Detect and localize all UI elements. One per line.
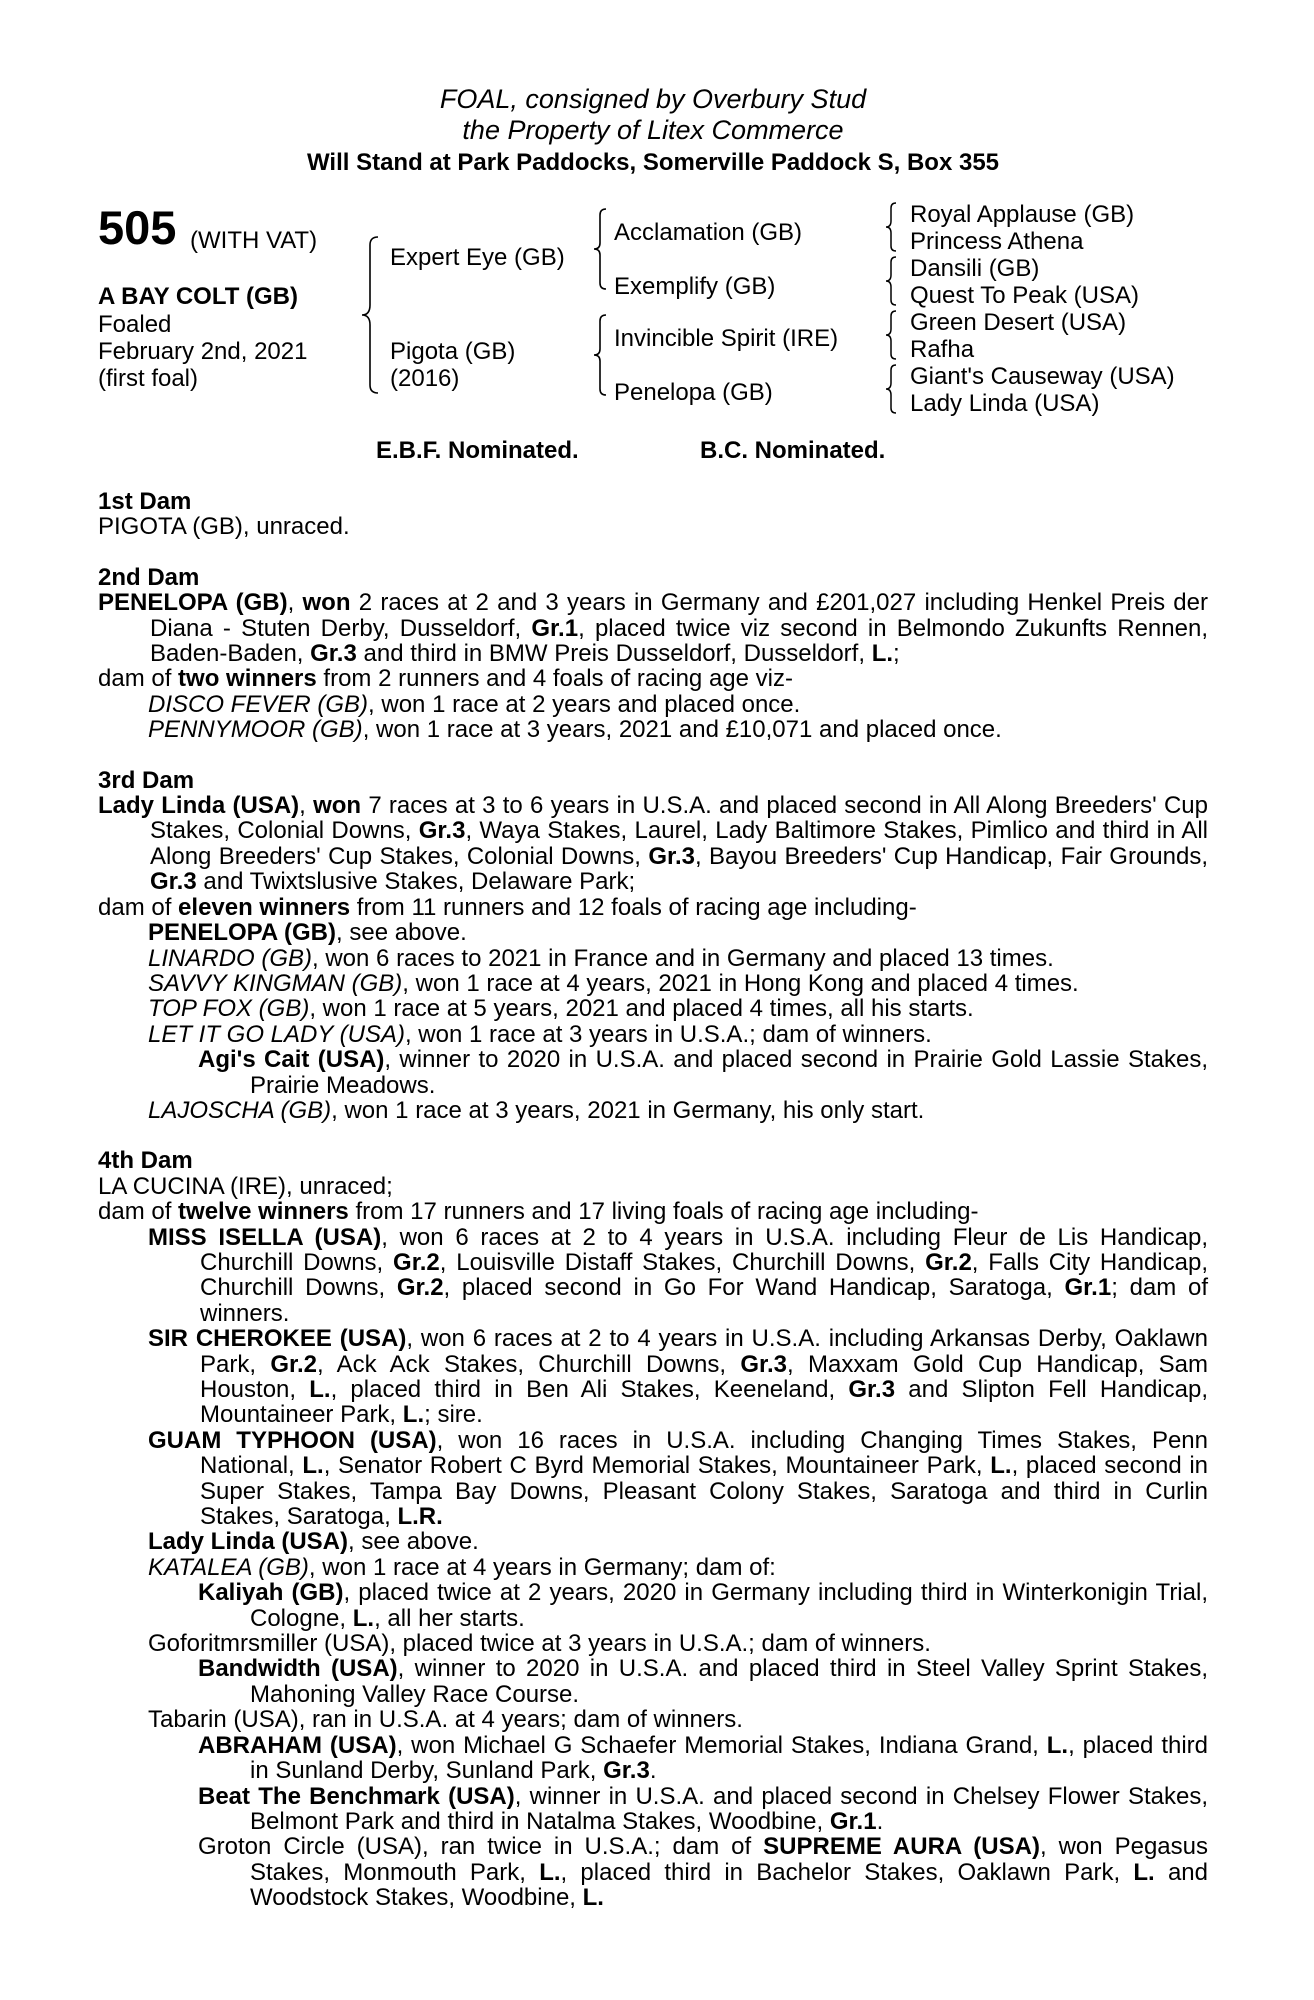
produce-entry: SAVVY KINGMAN (GB), won 1 race at 4 years, 2021 in Hong Kong and placed 4 times.: [148, 969, 1079, 997]
third-dam-section: [98, 768, 1208, 1124]
dam-year: (2016): [390, 365, 460, 392]
produce-entry: MISS ISELLA (USA), won 6 races at 2 to 4 years in U.S.A. including Fleur de Lis Handicap, Churchill Downs, Gr.2, Louisville Distaff Stakes, Churchill Downs, Gr.2, Falls City Handicap, Churchill Downs, Gr.2, placed second in Go For Wand Handicap, Saratoga, Gr.1; dam of winners.: [148, 1223, 1209, 1327]
brace-icon: [884, 255, 898, 307]
dam-line-body: [98, 489, 1208, 1911]
sire-sire: Acclamation (GB): [614, 219, 803, 246]
brace-icon: [592, 313, 608, 397]
ancestor-8: Lady Linda (USA): [910, 390, 1100, 417]
grand-produce-entry: Kaliyah (GB), placed twice at 2 years, 2020 in Germany including third in Winterkonigin Trial, Cologne, L., all her starts.: [198, 1579, 1208, 1632]
produce-entry: SIR CHEROKEE (USA), won 6 races at 2 to 4 years in U.S.A. including Arkansas Derby, Oaklawn Park, Gr.2, Ack Ack Stakes, Churchill Downs, Gr.3, Maxxam Gold Cup Handicap, Sam Houston, L., placed third in Ben Ali Stakes, Keeneland, Gr.3 and Slipton Fell Handicap, Mountaineer Park, L.; sire.: [148, 1325, 1209, 1429]
produce-entry: Lady Linda (USA), see above.: [148, 1528, 479, 1556]
ancestor-2: Princess Athena: [910, 228, 1084, 255]
brace-icon: [592, 207, 608, 291]
dam-entry: LA CUCINA (IRE), unraced;: [98, 1172, 393, 1200]
ancestor-3: Dansili (GB): [910, 255, 1040, 282]
produce-entry: LET IT GO LADY (USA), won 1 race at 3 years in U.S.A.; dam of winners.: [148, 1020, 932, 1048]
nominations: [98, 437, 1208, 467]
produce-entry: GUAM TYPHOON (USA), won 16 races in U.S.A. including Changing Times Stakes, Penn National, L., Senator Robert C Byrd Memorial Stakes, Mountaineer Park, L., placed second in Super Stakes, Tampa Bay Downs, Pleasant Colony Stakes, Saratoga and third in Curlin Stakes, Saratoga, L.R.: [148, 1426, 1209, 1531]
ancestor-1: Royal Applause (GB): [910, 201, 1135, 228]
dam-entry: Lady Linda (USA), won 7 races at 3 to 6 years in U.S.A. and placed second in All Along Breeders' Cup Stakes, Colonial Downs, Gr.3, Waya Stakes, Laurel, Lady Baltimore Stakes, Pimlico and third in All Along Breeders' Cup Stakes, Colonial Downs, Gr.3, Bayou Breeders' Cup Handicap, Fair Grounds, Gr.3 and Twixtslusive Stakes, Delaware Park;: [98, 792, 1208, 896]
dam-entry: PIGOTA (GB), unraced.: [98, 513, 350, 541]
section-heading: 4th Dam: [98, 1147, 193, 1175]
sire-dam: Exemplify (GB): [614, 273, 776, 300]
produce-summary: dam of twelve winners from 17 runners and 17 living foals of racing age including-: [98, 1198, 979, 1226]
ancestor-5: Green Desert (USA): [910, 309, 1127, 336]
grand-produce-entry: Agi's Cait (USA), winner to 2020 in U.S.A. and placed second in Prairie Gold Lassie Stakes, Prairie Meadows.: [198, 1046, 1208, 1099]
produce-entry: LAJOSCHA (GB), won 1 race at 3 years, 2021 in Germany, his only start.: [148, 1096, 925, 1124]
lot-number: 505: [98, 201, 177, 254]
produce-entry: DISCO FEVER (GB), won 1 race at 2 years and placed once.: [148, 690, 801, 718]
ancestor-6: Rafha: [910, 336, 975, 363]
produce-entry: PENNYMOOR (GB), won 1 race at 3 years, 2021 and £10,071 and placed once.: [148, 716, 1002, 744]
vat-note: (WITH VAT): [190, 227, 318, 254]
grand-produce-entry: ABRAHAM (USA), won Michael G Schaefer Memorial Stakes, Indiana Grand, L., placed third in Sunland Derby, Sunland Park, Gr.3.: [198, 1731, 1209, 1785]
lot-header: [98, 84, 1208, 177]
dam-entry: PENELOPA (GB), won 2 races at 2 and 3 years in Germany and £201,027 including Henkel Preis der Diana - Stuten Derby, Dusseldorf, Gr.1, placed twice viz second in Belmondo Zukunfts Rennen, Baden-Baden, Gr.3 and third in BMW Preis Dusseldorf, Dusseldorf, L.;: [98, 589, 1208, 668]
section-heading: 1st Dam: [98, 488, 192, 515]
produce-summary: dam of two winners from 2 runners and 4 foals of racing age viz-: [98, 665, 793, 693]
section-heading: 3rd Dam: [98, 766, 195, 794]
ancestor-4: Quest To Peak (USA): [910, 282, 1139, 309]
produce-entry: Goforitmrsmiller (USA), placed twice at 3 years in U.S.A.; dam of winners.: [148, 1630, 931, 1658]
brace-icon: [360, 235, 380, 395]
fourth-dam-section: [98, 1148, 1208, 1910]
bc-nominated: B.C. Nominated.: [700, 437, 886, 464]
ebf-nominated: E.B.F. Nominated.: [376, 437, 579, 464]
foaled-label: Foaled: [98, 311, 172, 338]
consignor-line: FOAL, consigned by Overbury Stud: [439, 84, 867, 114]
catalogue-page: [98, 0, 1208, 1911]
produce-entry: Tabarin (USA), ran in U.S.A. at 4 years; dam of winners.: [148, 1706, 743, 1734]
dam-name: Pigota (GB): [390, 338, 516, 365]
produce-entry: LINARDO (GB), won 6 races to 2021 in France and in Germany and placed 13 times.: [148, 944, 1054, 972]
grand-produce-entry: Bandwidth (USA), winner to 2020 in U.S.A. and placed third in Steel Valley Sprint Stakes, Mahoning Valley Race Course.: [198, 1655, 1208, 1708]
brace-icon: [884, 201, 898, 253]
foal-note: (first foal): [98, 365, 199, 392]
produce-entry: KATALEA (GB), won 1 race at 4 years in Germany; dam of:: [148, 1553, 776, 1581]
first-dam-section: [98, 489, 1208, 540]
foaled-date: February 2nd, 2021: [98, 338, 308, 365]
grand-produce-entry: Groton Circle (USA), ran twice in U.S.A.; dam of SUPREME AURA (USA), won Pegasus Stakes, Monmouth Park, L., placed third in Bachelor Stakes, Oaklawn Park, L. and Woodstock Stakes, Woodbine, L.: [198, 1833, 1208, 1912]
second-dam-section: [98, 565, 1208, 743]
dam-sire: Invincible Spirit (IRE): [614, 325, 839, 352]
sire-name: Expert Eye (GB): [390, 244, 565, 271]
produce-entry: TOP FOX (GB), won 1 race at 5 years, 2021 and placed 4 times, all his starts.: [148, 995, 974, 1023]
section-heading: 2nd Dam: [98, 563, 200, 591]
location-line: Will Stand at Park Paddocks, Somerville Paddock S, Box 355: [306, 149, 1000, 176]
brace-icon: [884, 309, 898, 361]
produce-entry: PENELOPA (GB), see above.: [148, 919, 467, 947]
horse-name: A BAY COLT (GB): [98, 283, 299, 310]
brace-icon: [884, 363, 898, 415]
dam-dam: Penelopa (GB): [614, 379, 773, 406]
pedigree-block: [98, 201, 1208, 433]
ancestor-7: Giant's Causeway (USA): [910, 363, 1175, 390]
produce-summary: dam of eleven winners from 11 runners and 12 foals of racing age including-: [98, 893, 917, 921]
property-line: the Property of Litex Commerce: [462, 115, 844, 145]
grand-produce-entry: Beat The Benchmark (USA), winner in U.S.A. and placed second in Chelsey Flower Stakes, Belmont Park and third in Natalma Stakes, Woodbine, Gr.1.: [198, 1782, 1208, 1835]
